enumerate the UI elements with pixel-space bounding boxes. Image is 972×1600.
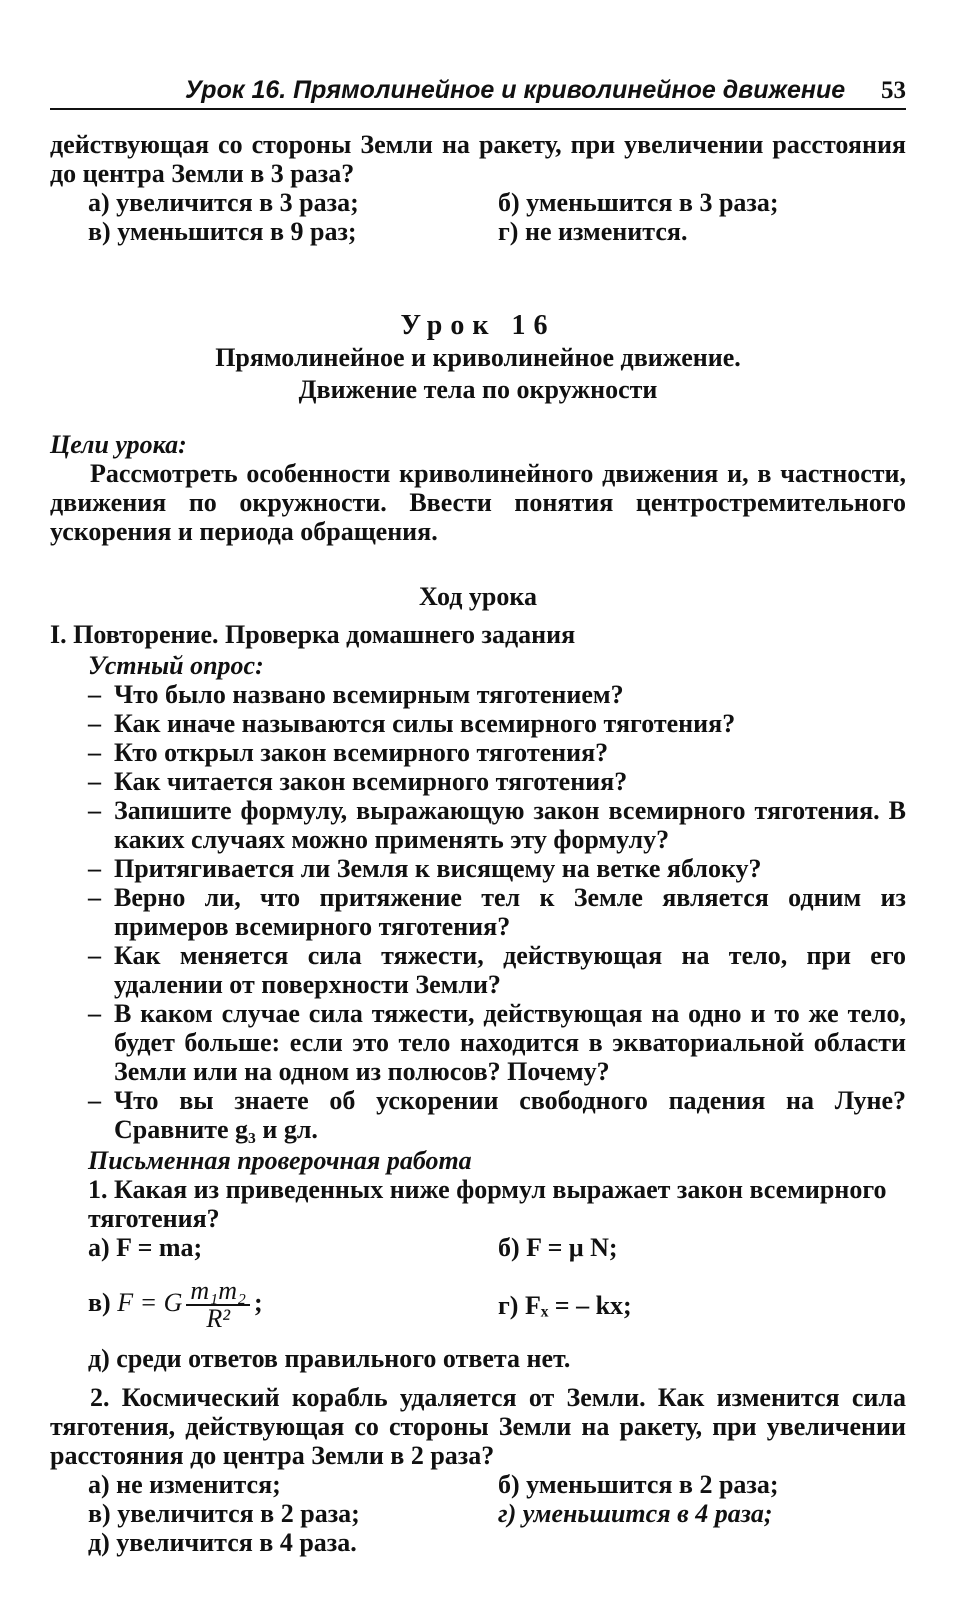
prev-question-options [50,188,906,246]
page-header [50,74,906,110]
quiz-item: – Как иначе называются силы всемирного тяготения? [88,709,736,738]
task1-option-a: а) F = ma; [88,1233,203,1262]
dash-icon: – [88,883,101,912]
quiz-item: – Как меняется сила тяжести, действующая на тело, при его удалении от поверхности Земли? [88,941,906,999]
fraction-numerator: m₁m₂ [186,1278,250,1306]
option-c: в) уменьшится в 9 раз; [88,217,357,246]
task1-options-row1 [50,1233,906,1262]
task2-options [50,1470,906,1557]
dash-icon: – [88,796,101,825]
quiz-item: – Верно ли, что притяжение тел к Земле является одним из примеров всемирного тяготения? [88,883,906,941]
quiz-item: – В каком случае сила тяжести, действующая на одно и то же тело, будет больше: если это тело находится в экваториальной области Земли или на одном из полюсов? Почему? [88,999,906,1086]
task2-option-e: д) увеличится в 4 раза. [88,1528,357,1557]
course-title: Ход урока [419,582,537,611]
fraction-denominator: R² [206,1304,231,1333]
task1-option-e: д) среди ответов правильного ответа нет. [88,1344,571,1373]
option-b: б) уменьшится в 3 раза; [498,188,779,217]
goals-text: Рассмотреть особенности криволинейного движения и, в частности, движения по окружности. Ввести понятия центростремительного ускорения и периода обращения. [50,459,906,546]
dash-icon: – [88,999,101,1028]
option-d: г) не изменится. [498,217,688,246]
task1-option-d: г) Fₓ = – kx; [498,1290,632,1320]
dash-icon: – [88,854,101,883]
goals-label: Цели урока: [50,430,187,459]
quiz-item: – Что было названо всемирным тяготением? [88,680,624,709]
dash-icon: – [88,767,101,796]
quiz-item: – Кто открыл закон всемирного тяготения? [88,738,609,767]
gravitation-fraction [186,1278,250,1332]
quiz-item: – Притягивается ли Земля к висящему на ветке яблоку? [88,854,762,883]
task1-options-row2 [50,1276,906,1334]
page-content [50,130,906,1557]
task2-option-a: а) не изменится; [88,1470,281,1499]
dash-icon: – [88,738,101,767]
task2-option-b: б) уменьшится в 2 раза; [498,1470,779,1499]
task1-option-c-suffix: ; [254,1287,263,1317]
task1-option-c [88,1278,498,1332]
gravitation-formula-left: F = G [117,1287,183,1317]
prev-question-text: действующая со стороны Земли на ракету, при увеличении расстояния до центра Земли в 3 раза? [50,130,906,188]
section-title: I. Повторение. Проверка домашнего задания [50,620,576,649]
task1-text: 1. Какая из приведенных ниже формул выражает закон всемирного тяготения? [88,1175,887,1233]
written-test-label: Письменная проверочная работа [88,1146,472,1175]
dash-icon: – [88,709,101,738]
oral-quiz-label: Устный опрос: [88,651,264,680]
lesson-number: Урок 16 [400,310,556,341]
lesson-heading [50,310,906,406]
quiz-item: – Как читается закон всемирного тяготения? [88,767,628,796]
quiz-item: – Запишите формулу, выражающую закон всемирного тяготения. В каких случаях можно применять эту формулу? [88,796,906,854]
dash-icon: – [88,1086,101,1115]
quiz-item: – Что вы знаете об ускорении свободного падения на Луне? Сравните g₃ и gл. [88,1086,906,1144]
task1-option-b: б) F = μ N; [498,1233,618,1262]
lesson-title-line2: Движение тела по окружности [298,375,658,404]
option-a: а) увеличится в 3 раза; [88,188,359,217]
lesson-title-line1: Прямолинейное и криволинейное движение. [215,343,741,372]
task2-option-c: в) увеличится в 2 раза; [88,1499,360,1528]
running-title: Урок 16. Прямолинейное и криволинейное движение [185,76,846,104]
page-number: 53 [881,77,906,104]
task2-text: 2. Космический корабль удаляется от Земли. Как изменится сила тяготения, действующая со стороны Земли на ракету, при увеличении расстояния до центра Земли в 2 раза? [50,1383,906,1470]
oral-quiz-list [50,680,906,1144]
dash-icon: – [88,680,101,709]
dash-icon: – [88,941,101,970]
task2-option-d: г) уменьшится в 4 раза; [498,1499,773,1528]
task1-option-c-prefix: в) [88,1287,111,1317]
